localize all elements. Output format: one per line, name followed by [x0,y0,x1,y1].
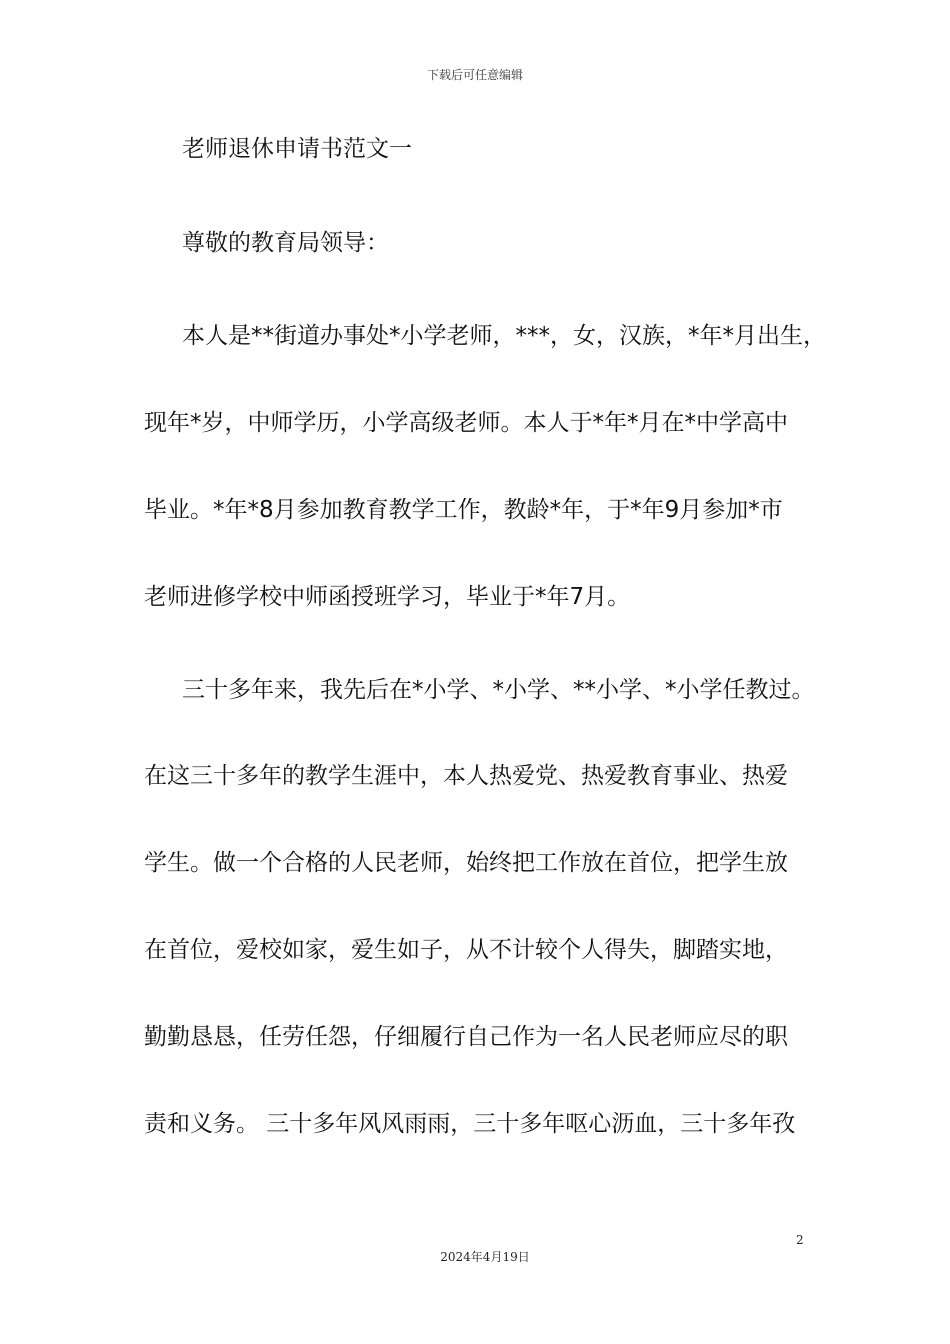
salutation: 尊敬的教育局领导： [182,230,389,256]
document-title: 老师退休申请书范文一 [182,136,412,162]
paragraph-1-line-4: 老师进修学校中师函授班学习，毕业于*年7月。 [144,584,631,610]
footer-date: 2024年4月19日 [440,1250,530,1264]
paragraph-2-line-1: 三十多年来，我先后在*小学、*小学、**小学、*小学任教过。 [182,677,815,703]
paragraph-2-line-3: 学生。做一个合格的人民老师，始终把工作放在首位，把学生放 [144,850,788,876]
paragraph-2-line-6: 责和义务。 三十多年风风雨雨，三十多年呕心沥血，三十多年孜 [144,1111,796,1137]
paragraph-2-line-2: 在这三十多年的教学生涯中，本人热爱党、热爱教育事业、热爱 [144,763,788,789]
page-header: 下载后可任意编辑 [426,68,523,82]
paragraph-2-line-5: 勤勤恳恳，任劳任怨，仔细履行自己作为一名人民老师应尽的职 [144,1024,788,1050]
paragraph-2-line-4: 在首位，爱校如家，爱生如子，从不计较个人得失，脚踏实地， [144,937,788,963]
page-number: 2 [796,1233,804,1247]
paragraph-1-line-1: 本人是**街道办事处*小学老师，***，女，汉族，*年*月出生， [182,323,826,349]
paragraph-1-line-3: 毕业。*年*8月参加教育教学工作，教龄*年，于*年9月参加*市 [144,497,783,523]
paragraph-1-line-2: 现年*岁，中师学历，小学高级老师。本人于*年*月在*中学高中 [144,410,788,436]
